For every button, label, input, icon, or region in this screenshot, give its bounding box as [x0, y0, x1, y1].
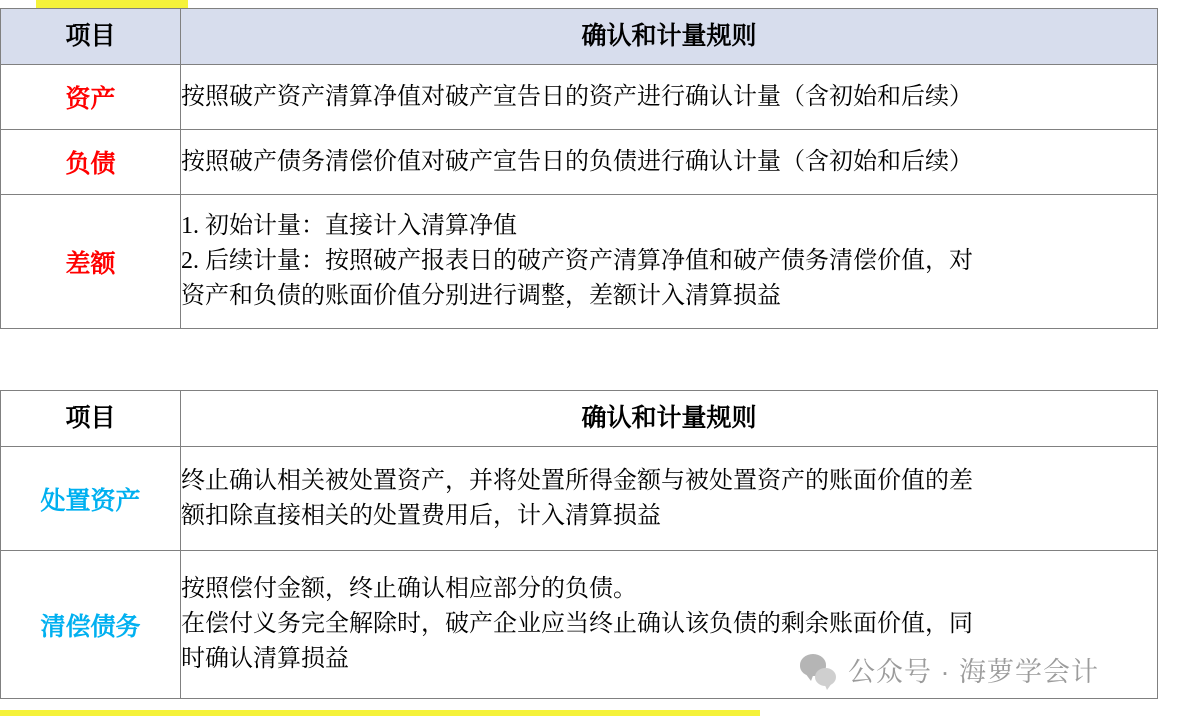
row-item-settle-debt: 清偿债务 — [1, 551, 181, 699]
row-item-liabilities: 负债 — [1, 130, 181, 195]
rule-line: 按照破产债务清偿价值对破产宣告日的负债进行确认计量（含初始和后续） — [181, 148, 973, 175]
bottom-highlight-bar — [0, 710, 760, 716]
row-rule-assets — [181, 65, 1158, 130]
rule-line: 2. 后续计量：按照破产报表日的破产资产清算净值和破产债务清偿价值，对 — [181, 248, 973, 275]
table-row — [1, 195, 1158, 329]
rule-line: 额扣除直接相关的处置费用后，计入清算损益 — [181, 502, 661, 529]
rule-line: 时确认清算损益 — [181, 645, 349, 672]
top-highlight-bar — [36, 0, 188, 8]
rule-line: 按照偿付金额，终止确认相应部分的负债。 — [181, 576, 637, 603]
table-row — [1, 447, 1158, 551]
row-rule-dispose-assets — [181, 447, 1158, 551]
wechat-icon — [800, 654, 836, 686]
row-item-dispose-assets: 处置资产 — [1, 447, 181, 551]
watermark — [800, 650, 1099, 689]
header-item: 项目 — [1, 391, 181, 447]
rule-line: 资产和负债的账面价值分别进行调整，差额计入清算损益 — [181, 282, 781, 309]
row-rule-difference — [181, 195, 1158, 329]
rule-line: 1. 初始计量：直接计入清算净值 — [181, 213, 517, 240]
bankruptcy-measurement-table — [0, 8, 1158, 329]
row-item-assets: 资产 — [1, 65, 181, 130]
header-rule: 确认和计量规则 — [181, 9, 1158, 65]
row-rule-liabilities — [181, 130, 1158, 195]
rule-line: 在偿付义务完全解除时，破产企业应当终止确认该负债的剩余账面价值，同 — [181, 611, 973, 638]
table-header-row — [1, 391, 1158, 447]
rule-line: 按照破产资产清算净值对破产宣告日的资产进行确认计量（含初始和后续） — [181, 83, 973, 110]
header-item: 项目 — [1, 9, 181, 65]
rule-line: 终止确认相关被处置资产，并将处置所得金额与被处置资产的账面价值的差 — [181, 467, 973, 494]
watermark-text: 公众号 · 海萝学会计 — [848, 657, 1099, 687]
header-rule: 确认和计量规则 — [181, 391, 1158, 447]
row-item-difference: 差额 — [1, 195, 181, 329]
table-row — [1, 130, 1158, 195]
table-row — [1, 65, 1158, 130]
table-header-row — [1, 9, 1158, 65]
